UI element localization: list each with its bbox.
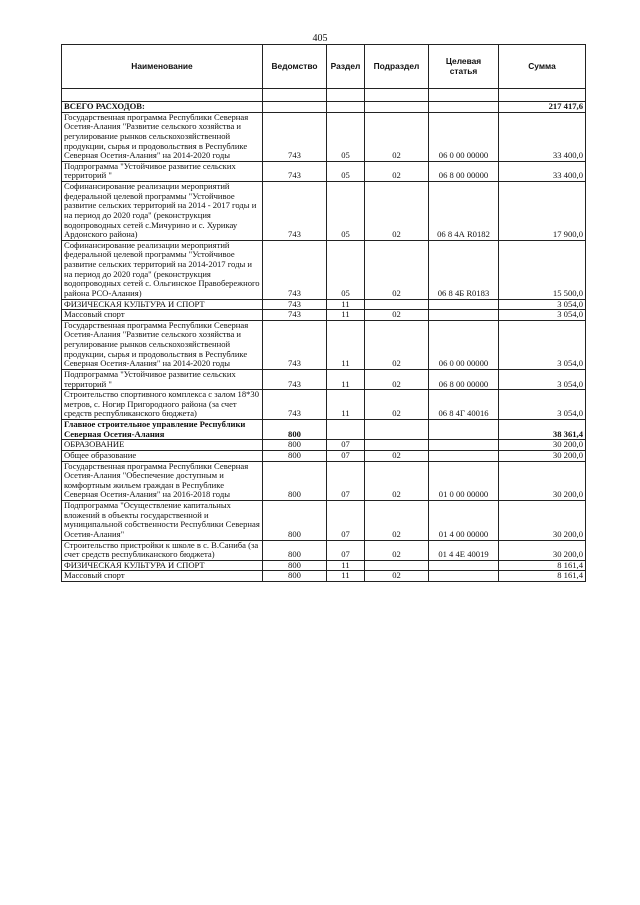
row-sum-cell: 30 200,0 <box>499 461 586 501</box>
row-podrazdel-cell: 02 <box>365 182 429 241</box>
row-name-cell: Строительство спортивного комплекса с залом 18*30 метров, с. Ногир Пригородного района (за счет средств республиканского бюджета) <box>62 390 263 420</box>
row-name-cell: Софинансирование реализации мероприятий федеральной целевой программы "Устойчивое развитие сельских территорий на 2014 - 2017 годы и на период до 2020 года" (реконструкция водопроводных сетей с.Мичурино и с. Хурикау Ардонского района) <box>62 182 263 241</box>
row-vedomstvo-cell: 800 <box>263 420 327 440</box>
row-razdel-cell: 07 <box>327 501 365 541</box>
row-sum-cell: 17 900,0 <box>499 182 586 241</box>
row-sum-cell: 38 361,4 <box>499 420 586 440</box>
row-sum-cell: 3 054,0 <box>499 299 586 310</box>
row-sum-cell: 30 200,0 <box>499 501 586 541</box>
row-name-cell: Общее образование <box>62 450 263 461</box>
row-vedomstvo-cell: 800 <box>263 560 327 571</box>
column-header-sum: Сумма <box>499 45 586 89</box>
row-vedomstvo-cell: 743 <box>263 112 327 161</box>
table-row <box>62 161 586 181</box>
row-razdel-cell: 05 <box>327 182 365 241</box>
row-sum-cell: 15 500,0 <box>499 240 586 299</box>
row-target-cell <box>429 571 499 582</box>
row-target-cell: 06 8 4А R0182 <box>429 182 499 241</box>
column-header-name: Наименование <box>62 45 263 89</box>
table-row <box>62 310 586 321</box>
table-row <box>62 461 586 501</box>
row-vedomstvo-cell: 743 <box>263 161 327 181</box>
row-razdel-cell: 05 <box>327 112 365 161</box>
row-name-cell: Софинансирование реализации мероприятий федеральной целевой программы "Устойчивое развитие сельских территорий на 2014-2017 годы и на период до 2020 года" (реконструкция водопроводных сетей с. Ольгинское Правобережного района РСО-Алания) <box>62 240 263 299</box>
row-name-cell: Подпрограмма "Осуществление капитальных вложений в объекты государственной и муниципальной собственности Республики Северная Осетия-Алания" <box>62 501 263 541</box>
row-vedomstvo-cell <box>263 102 327 113</box>
row-sum-cell: 3 054,0 <box>499 310 586 321</box>
table-row <box>62 501 586 541</box>
row-sum-cell: 8 161,4 <box>499 571 586 582</box>
row-target-cell: 01 0 00 00000 <box>429 461 499 501</box>
row-razdel-cell <box>327 420 365 440</box>
row-sum-cell: 217 417,6 <box>499 102 586 113</box>
row-podrazdel-cell: 02 <box>365 540 429 560</box>
row-sum-cell: 3 054,0 <box>499 390 586 420</box>
row-vedomstvo-cell: 743 <box>263 299 327 310</box>
row-sum-cell: 30 200,0 <box>499 440 586 451</box>
row-name-cell: Государственная программа Республики Северная Осетия-Алания "Обеспечение доступным и комфортным жильем граждан в Республике Северная Осетия-Алания" на 2016-2018 годы <box>62 461 263 501</box>
table-header-row <box>62 45 586 89</box>
row-sum-cell: 3 054,0 <box>499 369 586 389</box>
row-sum-cell: 33 400,0 <box>499 112 586 161</box>
row-vedomstvo-cell: 800 <box>263 571 327 582</box>
row-target-cell: 06 0 00 00000 <box>429 112 499 161</box>
table-row <box>62 102 586 113</box>
row-razdel-cell: 11 <box>327 571 365 582</box>
row-target-cell <box>429 560 499 571</box>
row-name-cell: ВСЕГО РАСХОДОВ: <box>62 102 263 113</box>
row-podrazdel-cell: 02 <box>365 571 429 582</box>
row-razdel-cell: 05 <box>327 161 365 181</box>
row-podrazdel-cell: 02 <box>365 450 429 461</box>
row-vedomstvo-cell: 800 <box>263 540 327 560</box>
row-target-cell: 06 8 00 00000 <box>429 161 499 181</box>
column-header-podrazdel: Подраздел <box>365 45 429 89</box>
row-target-cell <box>429 299 499 310</box>
row-target-cell <box>429 310 499 321</box>
row-podrazdel-cell: 02 <box>365 461 429 501</box>
row-razdel-cell <box>327 102 365 113</box>
column-header-razdel: Раздел <box>327 45 365 89</box>
row-target-cell: 01 4 4Е 40019 <box>429 540 499 560</box>
row-name-cell: ФИЗИЧЕСКАЯ КУЛЬТУРА И СПОРТ <box>62 560 263 571</box>
row-name-cell: ОБРАЗОВАНИЕ <box>62 440 263 451</box>
row-podrazdel-cell: 02 <box>365 390 429 420</box>
row-target-cell: 01 4 00 00000 <box>429 501 499 541</box>
table-row <box>62 440 586 451</box>
table-row <box>62 240 586 299</box>
table-row <box>62 390 586 420</box>
row-name-cell: Массовый спорт <box>62 571 263 582</box>
row-sum-cell: 30 200,0 <box>499 450 586 461</box>
row-podrazdel-cell: 02 <box>365 501 429 541</box>
table-row <box>62 560 586 571</box>
row-name-cell: Подпрограмма "Устойчивое развитие сельских территорий " <box>62 161 263 181</box>
row-vedomstvo-cell: 800 <box>263 461 327 501</box>
row-podrazdel-cell <box>365 420 429 440</box>
row-razdel-cell: 07 <box>327 450 365 461</box>
row-sum-cell: 33 400,0 <box>499 161 586 181</box>
row-target-cell: 06 0 00 00000 <box>429 320 499 369</box>
row-razdel-cell: 11 <box>327 390 365 420</box>
row-podrazdel-cell: 02 <box>365 369 429 389</box>
row-podrazdel-cell <box>365 102 429 113</box>
row-podrazdel-cell: 02 <box>365 310 429 321</box>
row-razdel-cell: 11 <box>327 299 365 310</box>
row-target-cell <box>429 450 499 461</box>
budget-table <box>61 44 586 582</box>
row-name-cell: Подпрограмма "Устойчивое развитие сельских территорий " <box>62 369 263 389</box>
row-razdel-cell: 07 <box>327 540 365 560</box>
row-razdel-cell: 05 <box>327 240 365 299</box>
row-vedomstvo-cell: 743 <box>263 369 327 389</box>
row-sum-cell: 8 161,4 <box>499 560 586 571</box>
row-vedomstvo-cell: 743 <box>263 320 327 369</box>
table-row <box>62 571 586 582</box>
row-vedomstvo-cell: 743 <box>263 390 327 420</box>
row-target-cell: 06 8 00 00000 <box>429 369 499 389</box>
table-row <box>62 420 586 440</box>
row-name-cell: Государственная программа Республики Северная Осетия-Алания "Развитие сельского хозяйства и регулирование рынков сельскохозяйственной продукции, сырья и продовольствия в Республике Северная Осетия-Алания" на 2014-2020 годы <box>62 320 263 369</box>
row-vedomstvo-cell: 743 <box>263 240 327 299</box>
row-name-cell: Государственная программа Республики Северная Осетия-Алания "Развитие сельского хозяйства и регулирование рынков сельскохозяйственной продукции, сырья и продовольствия в Республике Северная Осетия-Алания" на 2014-2020 годы <box>62 112 263 161</box>
row-podrazdel-cell: 02 <box>365 112 429 161</box>
row-razdel-cell: 07 <box>327 440 365 451</box>
table-row <box>62 182 586 241</box>
table-row <box>62 450 586 461</box>
row-podrazdel-cell <box>365 299 429 310</box>
row-razdel-cell: 11 <box>327 320 365 369</box>
table-row <box>62 112 586 161</box>
row-sum-cell: 3 054,0 <box>499 320 586 369</box>
row-razdel-cell: 07 <box>327 461 365 501</box>
row-vedomstvo-cell: 800 <box>263 501 327 541</box>
row-podrazdel-cell: 02 <box>365 240 429 299</box>
row-razdel-cell: 11 <box>327 369 365 389</box>
row-razdel-cell: 11 <box>327 560 365 571</box>
row-podrazdel-cell: 02 <box>365 320 429 369</box>
row-name-cell: ФИЗИЧЕСКАЯ КУЛЬТУРА И СПОРТ <box>62 299 263 310</box>
row-vedomstvo-cell: 743 <box>263 310 327 321</box>
row-sum-cell: 30 200,0 <box>499 540 586 560</box>
row-name-cell: Строительство пристройки к школе в с. В.Саниба (за счет средств республиканского бюджета) <box>62 540 263 560</box>
table-row <box>62 299 586 310</box>
spacer-row <box>62 89 586 102</box>
table-row <box>62 369 586 389</box>
row-vedomstvo-cell: 743 <box>263 182 327 241</box>
row-razdel-cell: 11 <box>327 310 365 321</box>
row-name-cell: Массовый спорт <box>62 310 263 321</box>
column-header-vedomstvo: Ведомство <box>263 45 327 89</box>
row-podrazdel-cell <box>365 560 429 571</box>
row-name-cell: Главное строительное управление Республики Северная Осетия-Алания <box>62 420 263 440</box>
row-target-cell <box>429 440 499 451</box>
row-target-cell <box>429 102 499 113</box>
row-target-cell: 06 8 4Б R0183 <box>429 240 499 299</box>
row-vedomstvo-cell: 800 <box>263 440 327 451</box>
row-podrazdel-cell: 02 <box>365 161 429 181</box>
row-podrazdel-cell <box>365 440 429 451</box>
row-target-cell <box>429 420 499 440</box>
table-row <box>62 320 586 369</box>
row-target-cell: 06 8 4Г 40016 <box>429 390 499 420</box>
table-row <box>62 540 586 560</box>
row-vedomstvo-cell: 800 <box>263 450 327 461</box>
page-number: 405 <box>312 33 328 44</box>
column-header-target: Целевая статья <box>429 45 499 89</box>
